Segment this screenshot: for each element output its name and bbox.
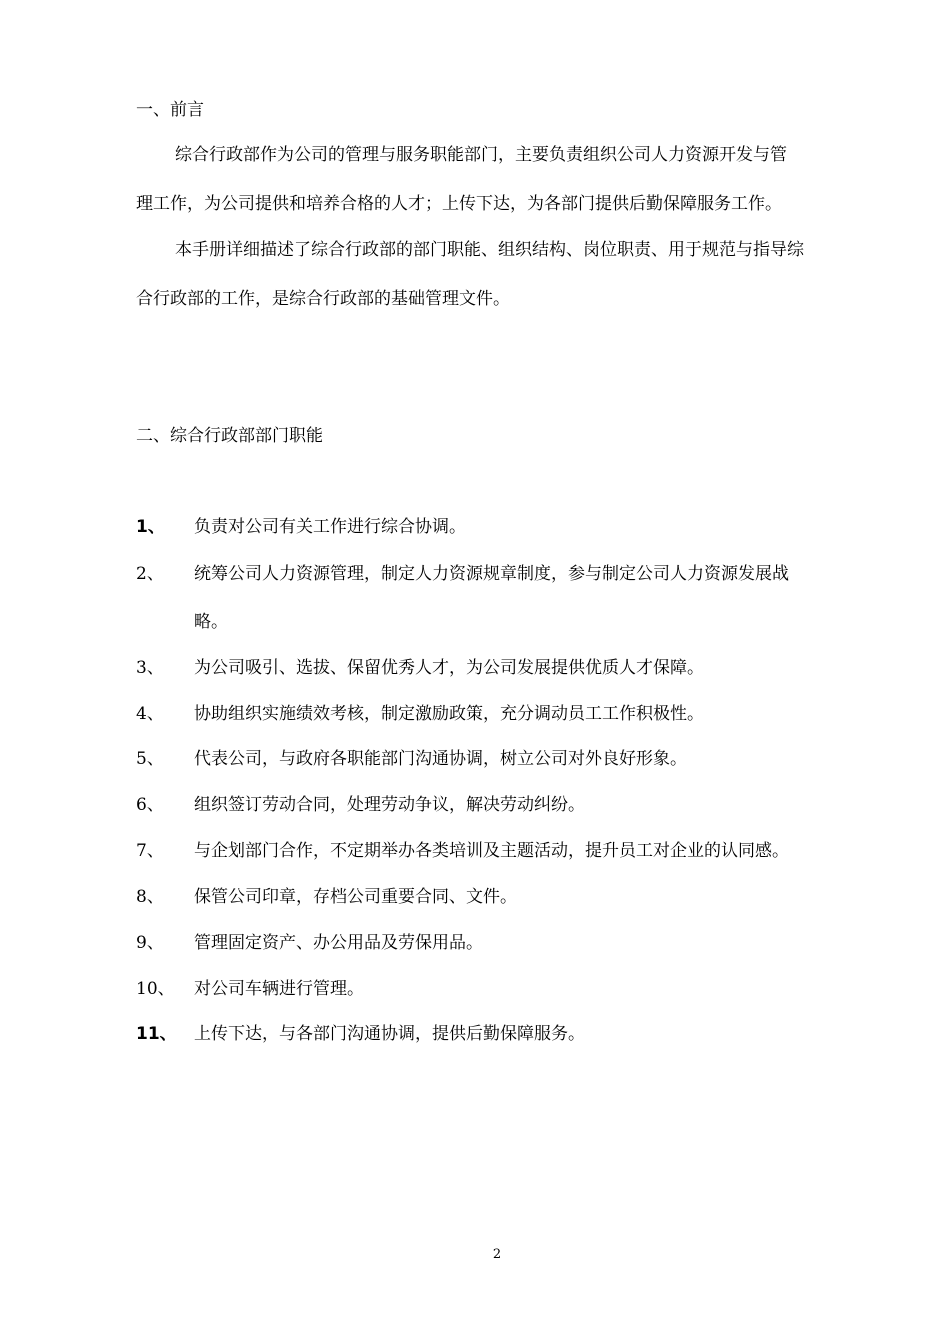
list-item-number: 6、 bbox=[136, 795, 164, 815]
list-item-number: 3、 bbox=[136, 658, 164, 678]
section-heading-functions: 二、综合行政部部门职能 bbox=[136, 426, 323, 446]
list-item-text: 为公司吸引、选拔、保留优秀人才，为公司发展提供优质人才保障。 bbox=[194, 658, 704, 678]
list-item-number: 2、 bbox=[136, 564, 164, 584]
list-item-text: 与企划部门合作，不定期举办各类培训及主题活动，提升员工对企业的认同感。 bbox=[194, 841, 789, 861]
list-item-text: 协助组织实施绩效考核，制定激励政策，充分调动员工工作积极性。 bbox=[194, 704, 704, 724]
list-item-number: 7、 bbox=[136, 841, 164, 861]
list-item-number: 8、 bbox=[136, 887, 164, 907]
list-item-text: 对公司车辆进行管理。 bbox=[194, 979, 364, 999]
paragraph-line: 综合行政部作为公司的管理与服务职能部门，主要负责组织公司人力资源开发与管 bbox=[175, 145, 787, 165]
list-item-number: 1、 bbox=[136, 517, 165, 537]
paragraph-line: 合行政部的工作，是综合行政部的基础管理文件。 bbox=[136, 289, 510, 309]
list-item-text: 组织签订劳动合同，处理劳动争议，解决劳动纠纷。 bbox=[194, 795, 585, 815]
list-item-text: 上传下达，与各部门沟通协调，提供后勤保障服务。 bbox=[194, 1024, 585, 1044]
paragraph-line: 本手册详细描述了综合行政部的部门职能、组织结构、岗位职责、用于规范与指导综 bbox=[175, 240, 804, 260]
list-item-number: 10、 bbox=[136, 979, 175, 999]
list-item-number: 11、 bbox=[136, 1024, 177, 1044]
page-number: 2 bbox=[492, 1247, 502, 1262]
paragraph-line: 理工作，为公司提供和培养合格的人才；上传下达，为各部门提供后勤保障服务工作。 bbox=[136, 194, 782, 214]
list-item-text-continued: 略。 bbox=[194, 612, 228, 632]
list-item-text: 保管公司印章，存档公司重要合同、文件。 bbox=[194, 887, 517, 907]
section-heading-preface: 一、前言 bbox=[136, 100, 204, 120]
list-item-text: 代表公司，与政府各职能部门沟通协调，树立公司对外良好形象。 bbox=[194, 749, 687, 769]
list-item-text: 负责对公司有关工作进行综合协调。 bbox=[194, 517, 466, 537]
list-item-number: 5、 bbox=[136, 749, 164, 769]
list-item-text: 管理固定资产、办公用品及劳保用品。 bbox=[194, 933, 483, 953]
list-item-text: 统筹公司人力资源管理，制定人力资源规章制度，参与制定公司人力资源发展战 bbox=[194, 564, 789, 584]
list-item-number: 4、 bbox=[136, 704, 164, 724]
list-item-number: 9、 bbox=[136, 933, 164, 953]
